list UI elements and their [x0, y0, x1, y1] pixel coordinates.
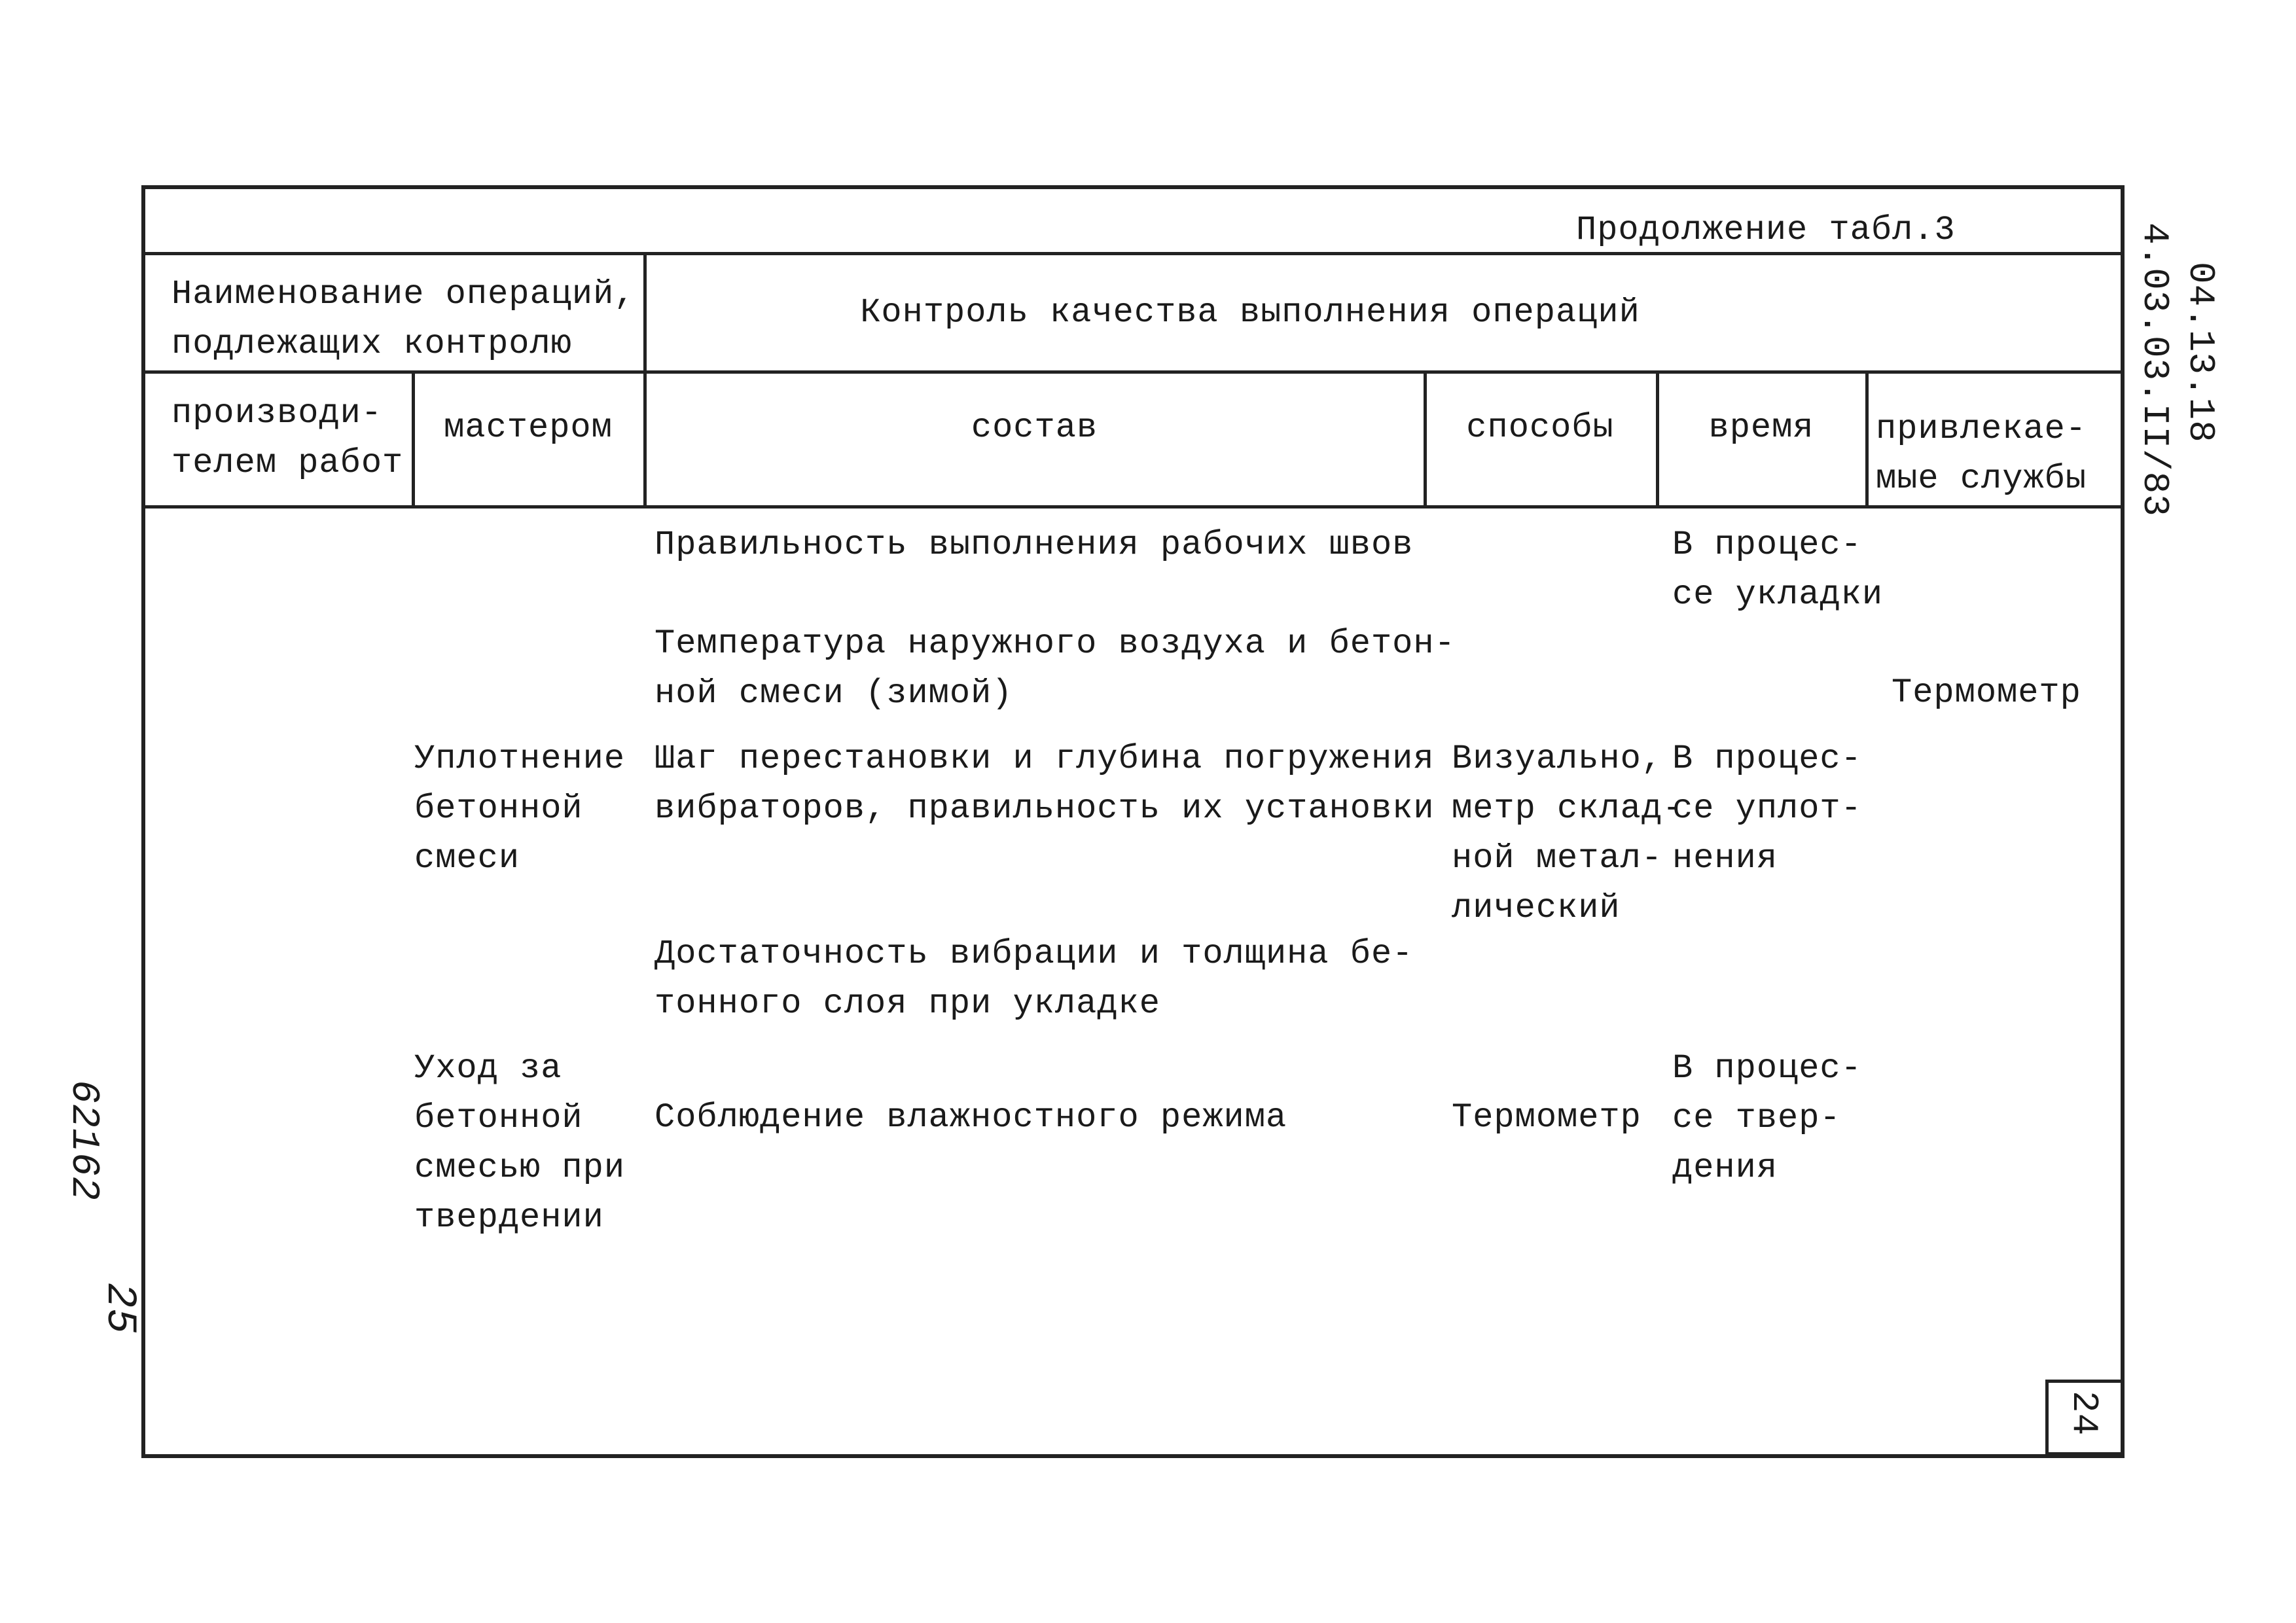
- header-by-producer: производи- телем работ: [171, 394, 404, 482]
- rule-data-start: [141, 505, 2125, 508]
- row3-method: Визуально, метр склад- ной метал- лический: [1452, 740, 1684, 927]
- document-code-primary: 04.13.18: [2179, 262, 2221, 443]
- row1-time: В процес- се укладки: [1672, 526, 1884, 614]
- row5-time: В процес- се твер- дения: [1672, 1049, 1862, 1187]
- header-time: время: [1708, 408, 1814, 447]
- header-methods: способы: [1466, 408, 1614, 447]
- document-code-secondary: 4.03.03.II/83: [2134, 223, 2176, 517]
- header-services: привлекае- мые службы: [1876, 410, 2087, 498]
- row5-composition: Соблюдение влажностного режима: [655, 1098, 1287, 1137]
- row2-service: Термометр: [1892, 673, 2081, 712]
- table-continuation-label: Продолжение табл.3: [1576, 211, 1956, 249]
- page-number: 24: [2063, 1391, 2105, 1436]
- row4-composition: Достаточность вибрации и толщина бе- тонного слоя при укладке: [655, 935, 1414, 1023]
- row1-composition: Правильность выполнения рабочих швов: [655, 526, 1414, 564]
- rule-col-services: [1865, 370, 1869, 507]
- row3-foreman: Уплотнение бетонной смеси: [414, 740, 626, 878]
- row3-time: В процес- се уплот- нения: [1672, 740, 1862, 878]
- rule-col-operations: [643, 252, 647, 507]
- row2-composition: Температура наружного воздуха и бетон- ной смеси (зимой): [655, 624, 1456, 713]
- rule-subheader: [141, 370, 2125, 374]
- row5-foreman: Уход за бетонной смесью при твердении: [414, 1049, 626, 1237]
- row3-composition: Шаг перестановки и глубина погружения вибраторов, правильность их установки: [655, 740, 1435, 828]
- archive-stamp-page: 25: [96, 1283, 143, 1334]
- archive-stamp-number: 62162: [61, 1080, 105, 1202]
- header-by-foreman: мастером: [444, 408, 613, 447]
- header-composition: состав: [971, 408, 1098, 447]
- row5-method: Термометр: [1452, 1098, 1641, 1137]
- header-quality-control: Контроль качества выполнения операций: [860, 293, 1640, 332]
- header-operations: Наименование операций, подлежащих контролю: [171, 275, 636, 363]
